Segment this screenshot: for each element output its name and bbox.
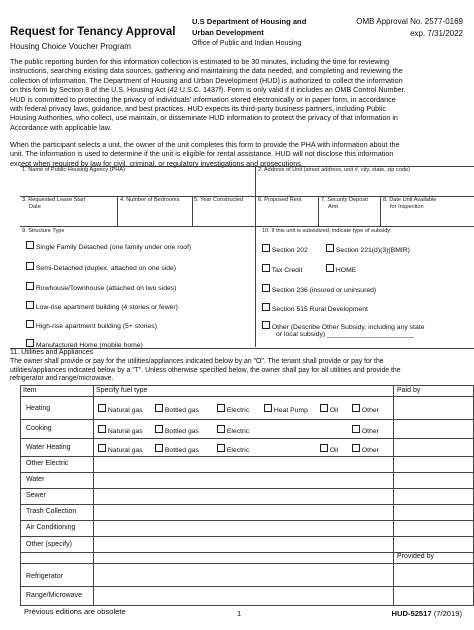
form-number (391, 609, 462, 618)
structure-option-low-rise[interactable] (26, 301, 178, 312)
utility-row-label: Range/Microwave (26, 592, 83, 599)
checkbox[interactable] (352, 444, 360, 452)
option-label: Electric (226, 407, 250, 414)
option-label: Section 515 Rural Development (271, 306, 368, 313)
utility-row-label: Trash Collection (26, 508, 77, 515)
checkbox[interactable] (262, 284, 270, 292)
omb-expiration: exp. 7/31/2022 (410, 29, 463, 38)
option-label: Bottled gas (164, 407, 199, 414)
column-header-provided-by: Provided by (397, 553, 434, 560)
checkbox[interactable] (155, 444, 163, 452)
structure-type-heading: 9. Structure Type (22, 228, 65, 234)
utilities-intro-line: refrigerator and range/microwave. (10, 375, 114, 383)
water-heating-natural-gas[interactable] (98, 444, 143, 454)
field-security-deposit-line-1: 7. Security Deposit (321, 197, 368, 203)
checkbox[interactable] (26, 320, 34, 328)
option-label: Other (361, 407, 379, 414)
option-label: Single Family Detached (one family under one roof) (35, 244, 192, 251)
option-label: Oil (329, 447, 339, 454)
divider (318, 196, 319, 226)
field-security-deposit-label (321, 197, 368, 211)
field-security-deposit-line-2: Amt (328, 204, 338, 210)
checkbox[interactable] (320, 404, 328, 412)
checkbox[interactable] (26, 339, 34, 347)
checkbox[interactable] (326, 264, 334, 272)
divider (20, 488, 474, 489)
structure-option-rowhouse[interactable] (26, 282, 176, 293)
checkbox[interactable] (352, 404, 360, 412)
form-subtitle: Housing Choice Voucher Program (10, 42, 131, 51)
divider (20, 586, 474, 587)
cooking-natural-gas[interactable] (98, 425, 143, 435)
utility-row-label: Other (specify) (26, 541, 72, 548)
option-label: Electric (226, 428, 250, 435)
burden-line: collection of information. The Department of Housing and Urban Development (HUD) is authorized to collect the information (10, 75, 403, 85)
utility-row-label: Water Heating (26, 444, 71, 451)
option-label: Natural gas (107, 428, 143, 435)
checkbox[interactable] (26, 282, 34, 290)
divider (255, 226, 256, 347)
instructions-line: unit. The information is used to determine if the unit is eligible for rental assistance. HUD will not disclose this information (10, 149, 394, 159)
field-year-constructed-label: 5. Year Constructed (194, 197, 244, 203)
burden-line: instructions, searching existing data sources, gathering and maintaining the data needed, and completing and reviewing the (10, 66, 403, 76)
divider (20, 226, 474, 227)
form-title: Request for Tenancy Approval (10, 26, 176, 38)
checkbox[interactable] (264, 404, 272, 412)
department-line-1: U.S Department of Housing and (192, 17, 307, 26)
checkbox[interactable] (217, 404, 225, 412)
heating-bottled-gas[interactable] (155, 404, 199, 414)
utility-row-label: Sewer (26, 492, 46, 499)
footer-obsolete-notice: Previous editions are obsolete (24, 607, 126, 616)
divider (20, 456, 474, 457)
divider (20, 419, 474, 420)
divider (20, 396, 474, 397)
option-label: Other (361, 447, 379, 454)
column-header-item: Item (23, 387, 37, 394)
divider (20, 520, 474, 521)
omb-info (356, 16, 463, 40)
checkbox[interactable] (155, 425, 163, 433)
utilities-heading: 11. Utilities and Appliances (10, 349, 94, 356)
utilities-intro-line: The owner shall provide or pay for the utilities/appliances indicated below by an "O". The tenant shall provide or pay for the (10, 358, 384, 365)
subsidy-option-section-221[interactable] (326, 244, 410, 255)
option-label: Manufactured Home (mobile home) (35, 342, 143, 349)
pha-name-input[interactable] (22, 175, 252, 195)
cooking-other[interactable] (352, 425, 379, 435)
option-label: Bottled gas (164, 428, 199, 435)
option-label: High-rise apartment building (5+ stories) (35, 323, 157, 330)
water-heating-oil[interactable] (320, 444, 338, 454)
field-lease-start-line-2: Date (29, 204, 41, 210)
form-number-bold: HUD-52517 (391, 609, 432, 618)
utility-row-label: Water (26, 476, 45, 483)
option-label: Section 236 (insured or uninsured) (271, 287, 377, 294)
field-date-available-label (383, 197, 436, 211)
water-heating-other[interactable] (352, 444, 379, 454)
checkbox[interactable] (217, 444, 225, 452)
burden-line: The public reporting burden for this information collection is estimated to be 30 minutes, including the time for reviewing (10, 57, 390, 66)
option-label: Semi-Detached (duplex, attached on one side) (35, 265, 177, 272)
divider (20, 504, 474, 505)
utility-row-label: Air Conditioning (26, 524, 76, 531)
omb-approval-number: OMB Approval No. 2577-0169 (356, 17, 463, 26)
structure-option-semi-detached[interactable] (26, 262, 176, 273)
checkbox[interactable] (326, 244, 334, 252)
checkbox[interactable] (98, 404, 106, 412)
column-header-fuel-type: Specify fuel type (96, 387, 148, 394)
field-lease-start-line-1: 3. Requested Lease Start (22, 197, 86, 203)
option-label: Tax Credit (271, 267, 303, 274)
cooking-bottled-gas[interactable] (155, 425, 199, 435)
checkbox[interactable] (26, 301, 34, 309)
divider (117, 196, 118, 226)
checkbox[interactable] (262, 244, 270, 252)
option-label: Rowhouse/Townhouse (attached on two sides) (35, 285, 177, 292)
divider (380, 196, 381, 226)
subsidy-option-home[interactable] (326, 264, 356, 275)
subsidy-type-heading: 10. If this unit is subsidized, indicate type of subsidy: (262, 228, 392, 234)
cooking-electric[interactable] (217, 425, 249, 435)
burden-line: Accordance with applicable law. (10, 122, 112, 132)
water-heating-bottled-gas[interactable] (155, 444, 199, 454)
option-label: Other (361, 428, 379, 435)
instructions-line: except when required by law for civil, criminal, or regulatory investigations and prosecutions. (10, 158, 303, 168)
checkbox[interactable] (26, 241, 34, 249)
structure-option-high-rise[interactable] (26, 320, 157, 331)
option-label: Electric (226, 447, 250, 454)
burden-line: HUD is committed to protecting the privacy of individuals' information stored electronically or in paper form, in accordance (10, 94, 396, 104)
option-label: HOME (335, 267, 357, 274)
utility-row-label: Refrigerator (26, 573, 63, 580)
subsidy-other-describe-line[interactable]: or local subsidy) _______________________ (276, 331, 414, 338)
checkbox[interactable] (352, 425, 360, 433)
option-label: Low-rise apartment building (4 stories or fewer) (35, 304, 178, 311)
heating-heat-pump[interactable] (264, 404, 308, 414)
heating-oil[interactable] (320, 404, 338, 414)
utility-row-label: Other Electric (26, 460, 69, 467)
option-label: Section 221(d)(3)(BMIR) (335, 247, 410, 254)
field-pha-name-label: 1. Name of Public Housing Agency (PHA) (22, 167, 125, 173)
heating-other[interactable] (352, 404, 379, 414)
field-unit-address-label: 2. Address of Unit (street address, unit #, city, state, zip code) (258, 167, 410, 173)
subsidy-option-section-236[interactable] (262, 284, 376, 295)
field-date-available-line-1: 8. Date Unit Available (383, 197, 437, 203)
instructions-line: When the participant selects a unit, the owner of the unit completes this form to provide the PHA with information about the (10, 140, 400, 149)
utilities-intro (10, 358, 472, 384)
burden-statement (10, 57, 466, 132)
column-header-paid-by: Paid by (397, 387, 421, 394)
field-lease-start-label (22, 197, 85, 211)
checkbox[interactable] (98, 425, 106, 433)
option-label: Bottled gas (164, 447, 199, 454)
field-date-available-line-2: for Inspection (390, 204, 424, 210)
heating-electric[interactable] (217, 404, 249, 414)
utility-row-label: Cooking (26, 425, 52, 432)
option-label: Heat Pump (273, 407, 308, 414)
option-label: Natural gas (107, 407, 143, 414)
office-name: Office of Public and Indian Housing (192, 40, 302, 47)
divider (20, 472, 474, 473)
option-label: Oil (329, 407, 339, 414)
department-line-2: Urban Development (192, 28, 264, 37)
water-heating-electric[interactable] (217, 444, 249, 454)
divider (20, 536, 474, 537)
checkbox[interactable] (262, 303, 270, 311)
utilities-intro-line: utilities/appliances indicated below by a "T". Unless otherwise specified below, the owner shall pay for all utilities and provide the (10, 366, 401, 374)
field-bedrooms-label: 4. Number of Bedrooms (120, 197, 180, 203)
page-number: 1 (237, 609, 242, 618)
divider (20, 438, 474, 439)
form-date: (7/2019) (431, 609, 462, 618)
subsidy-option-section-202[interactable] (262, 244, 308, 255)
option-label: Other (Describe Other Subsidy, including any state (271, 324, 425, 331)
utility-row-label: Heating (26, 405, 51, 412)
checkbox[interactable] (217, 425, 225, 433)
checkbox[interactable] (262, 264, 270, 272)
divider (192, 196, 193, 226)
subsidy-option-tax-credit[interactable] (262, 264, 302, 275)
checkbox[interactable] (262, 321, 270, 329)
heating-natural-gas[interactable] (98, 404, 143, 414)
checkbox[interactable] (320, 444, 328, 452)
subsidy-option-section-515[interactable] (262, 303, 368, 314)
divider (20, 563, 474, 564)
checkbox[interactable] (26, 262, 34, 270)
checkbox[interactable] (155, 404, 163, 412)
department-name (192, 16, 332, 38)
divider (20, 552, 474, 553)
burden-line: Housing Authorities, who collect, use maintain, or disseminate HUD information to protect the privacy of that information in (10, 113, 398, 123)
instructions-statement (10, 140, 466, 168)
structure-option-single-family[interactable] (26, 241, 191, 252)
checkbox[interactable] (98, 444, 106, 452)
burden-line: on this form by Section 8 of the U.S. Housing Act (42 U.S.C. 1437f). Form is only valid if it includes an OMB Control Number. (10, 85, 406, 95)
burden-line: with federal privacy laws, guidance, and best practices. HUD expects its third-party business partners, including Public (10, 104, 386, 114)
option-label: Section 202 (271, 247, 308, 254)
unit-address-input[interactable] (258, 175, 472, 195)
field-proposed-rent-label: 6. Proposed Rent (258, 197, 302, 203)
option-label: Natural gas (107, 447, 143, 454)
